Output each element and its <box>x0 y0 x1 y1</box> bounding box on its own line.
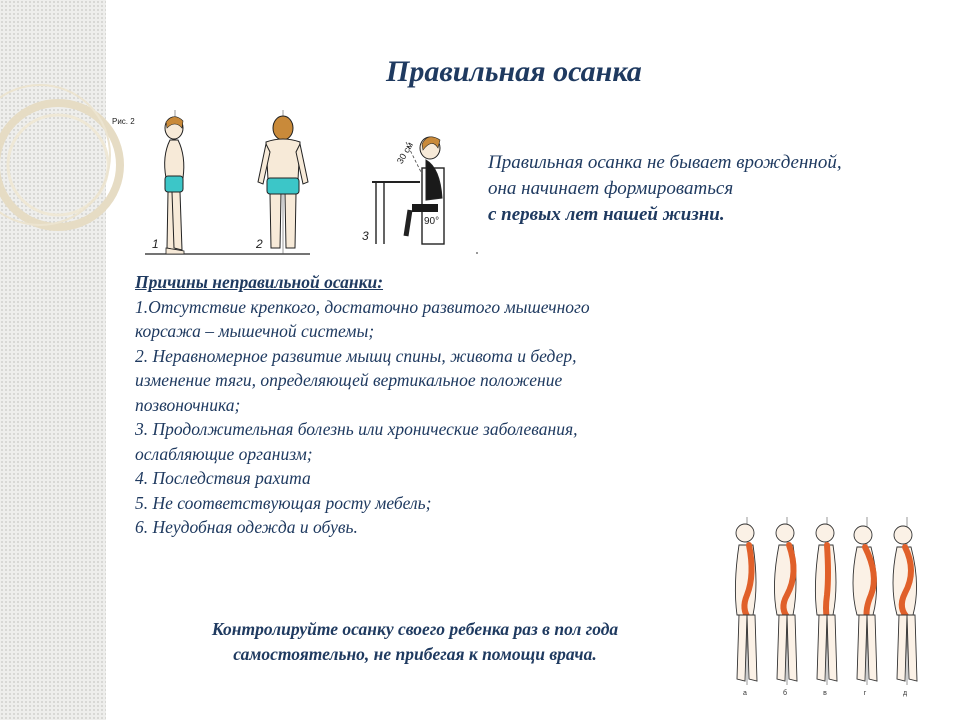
figure-sitting <box>362 137 444 244</box>
decorative-dot <box>476 252 478 254</box>
figure-caption: Рис. 2 <box>112 117 135 126</box>
page-title: Правильная осанка <box>386 55 642 88</box>
advice-text <box>150 617 680 667</box>
spine-figure-c <box>815 517 837 685</box>
spine-types-illustration <box>725 515 925 700</box>
spine-label-d: г <box>863 690 867 697</box>
causes-line-2: корсажа – мышечной системы; <box>135 321 375 341</box>
spine-figure-b <box>774 517 797 685</box>
spine-label-b: б <box>782 690 788 697</box>
advice-line-1: Контролируйте осанку своего ребенка раз в пол года <box>211 619 619 639</box>
intro-line-3: с первых лет нашей жизни. <box>488 204 725 225</box>
spine-label-a: а <box>743 690 747 697</box>
posture-illustration <box>140 108 480 258</box>
spine-label-e: д <box>902 690 908 697</box>
causes-line-7: ослабляющие организм; <box>135 443 313 464</box>
figure-side-view <box>165 110 184 254</box>
decorative-rings <box>0 60 130 260</box>
figure-label-3: 3 <box>362 229 369 243</box>
spine-label-c: в <box>823 690 827 697</box>
causes-line-5: позвоночника; <box>135 394 241 415</box>
angle-label: 90° <box>424 216 440 227</box>
figure-back-view <box>258 110 308 254</box>
spine-figure-a <box>735 517 757 685</box>
causes-line-8: 4. Последствия рахита <box>135 468 311 488</box>
spine-figure-d <box>853 517 877 685</box>
intro-line-1: Правильная осанка не бывает врожденной, <box>488 152 842 173</box>
causes-heading: Причины неправильной осанки: <box>135 272 384 292</box>
causes-line-4: изменение тяги, определяющей вертикальное положение <box>135 370 563 390</box>
causes-section <box>135 270 705 540</box>
causes-line-6: 3. Продолжительная болезнь или хронические заболевания, <box>135 419 578 439</box>
figure-label-2: 2 <box>256 237 263 251</box>
causes-line-3: 2. Неравномерное развитие мышц спины, живота и бедер, <box>135 345 577 366</box>
spine-figure-e <box>893 517 917 685</box>
causes-line-9: 5. Не соответствующая росту мебель; <box>135 492 432 513</box>
advice-line-2: самостоятельно, не прибегая к помощи врача. <box>233 644 597 664</box>
intro-line-2: она начинает формироваться <box>488 178 734 199</box>
intro-text <box>488 150 948 228</box>
causes-line-1: 1.Отсутствие крепкого, достаточно развитого мышечного <box>135 296 590 317</box>
figure-label-1: 1 <box>152 237 159 251</box>
causes-line-10: 6. Неудобная одежда и обувь. <box>135 517 358 537</box>
distance-label: 30 см <box>394 140 416 166</box>
